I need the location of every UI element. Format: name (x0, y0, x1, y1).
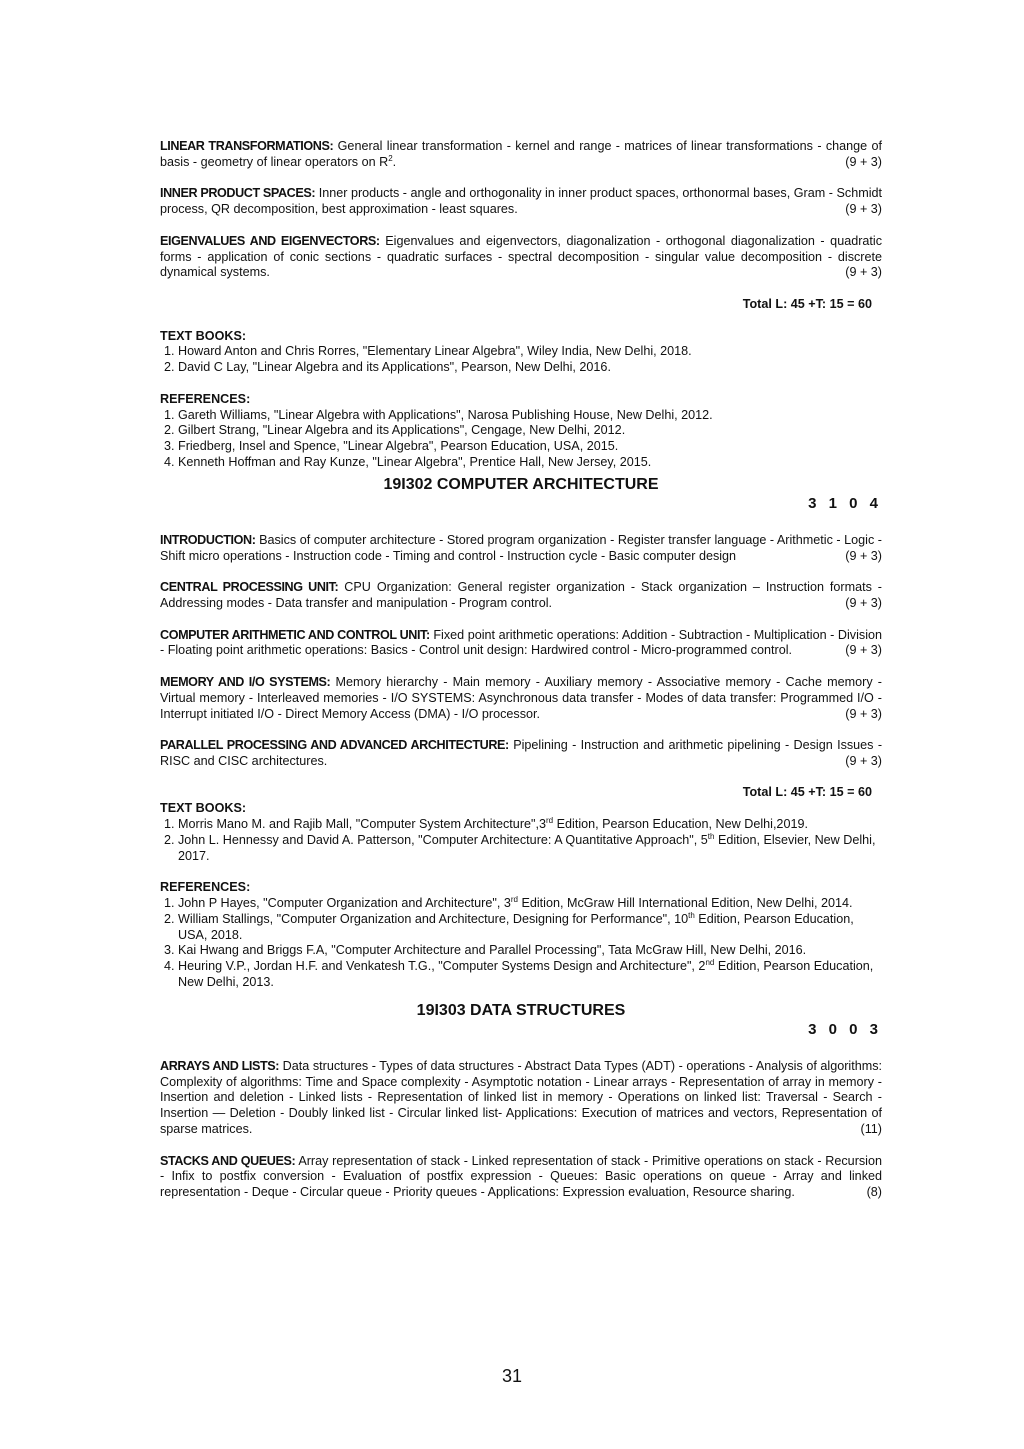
topic-arithmetic-control (160, 628, 882, 660)
topic-text: Data structures - Types of data structures - Abstract Data Types (ADT) - operations - Analysis of algorithms: Complexity of algorithms: Time and Space complexity - Asymptotic notation - Linear arrays - Representation of array in memory - Insertion and deletion - Linked lists - Representation of linked list in memory - Operations on linked list: Traversal - Search - Insertion — Deletion - Doubly linked list - Circular linked list- Applications: Execution of matrices and vectors, Representation of sparse matrices. (160, 1058, 883, 1137)
list-item: 2. David C Lay, "Linear Algebra and its Applications", Pearson, New Delhi, 2016. (178, 360, 882, 376)
list-item-text: John L. Hennessy and David A. Patterson, "Computer Architecture: A Quantitative Approach", 5 (178, 832, 708, 847)
topic-heading: INNER PRODUCT SPACES: (160, 186, 316, 201)
textbooks-list (160, 344, 882, 376)
topic-text: Fixed point arithmetic operations: Addition - Subtraction - Multiplication - Division - Floating point arithmetic operations: Basics - Control unit design: Hardwired control - Micro-programmed control. (160, 627, 882, 658)
topic-inner-product-spaces (160, 186, 882, 218)
list-item: 4. Kenneth Hoffman and Ray Kunze, "Linear Algebra", Prentice Hall, New Jersey, 2015. (178, 455, 882, 471)
topic-hours: (11) (860, 1122, 882, 1137)
references-list (160, 896, 882, 991)
superscript: rd (510, 894, 518, 904)
course-title: 19I302 COMPUTER ARCHITECTURE (383, 475, 659, 493)
topic-text: Pipelining - Instruction and arithmetic pipelining - Design Issues - RISC and CISC architectures. (160, 738, 883, 768)
course-credits: 3 0 0 3 (808, 1020, 882, 1038)
superscript: th (707, 831, 715, 841)
list-item (178, 943, 882, 959)
topic-text: Inner products - angle and orthogonality in inner product spaces, orthonormal bases, Gram - Schmidt process, QR decomposition, best approximation - least squares. (160, 186, 882, 217)
list-item-text: Heuring V.P., Jordan H.F. and Venkatesh T.G., "Computer Systems Design and Architecture", 2 (178, 959, 706, 974)
topic-eigenvalues (160, 234, 882, 281)
topic-hours: (9 + 3) (845, 265, 882, 280)
topic-text: Eigenvalues and eigenvectors, diagonalization - orthogonal diagonalization - quadratic forms - application of conic sections - quadratic surfaces - spectral decomposition - singular value decomposition - discrete dynamical systems. (160, 233, 882, 280)
list-item-text: Edition, Pearson Education, USA, 2018. (178, 911, 854, 942)
list-item-text: Edition, Pearson Education, New Delhi, 2013. (178, 959, 874, 990)
superscript: rd (546, 815, 554, 825)
list-item-text: John P Hayes, "Computer Organization and Architecture", 3 (178, 896, 511, 911)
topic-hours: (8) (866, 1185, 882, 1200)
page-number: 31 (501, 1366, 523, 1386)
topic-heading: PARALLEL PROCESSING AND ADVANCED ARCHITECTURE: (160, 738, 509, 753)
topic-hours: (9 + 3) (845, 154, 882, 169)
list-item (178, 912, 882, 944)
superscript: th (688, 910, 695, 920)
topic-text: CPU Organization: General register organization - Stack organization – Instruction formats - Addressing modes - Data transfer and manipulation - Program control. (160, 580, 883, 610)
list-item-text: William Stallings, "Computer Organization and Architecture, Designing for Performance", 10 (178, 911, 689, 926)
references-label: REFERENCES: (160, 880, 251, 895)
topic-hours: (9 + 3) (845, 706, 882, 721)
list-item-text: Edition, Elsevier, New Delhi, 2017. (178, 832, 876, 863)
topic-heading: STACKS AND QUEUES: (160, 1153, 296, 1168)
list-item (178, 817, 882, 833)
topic-arrays-lists (160, 1059, 882, 1138)
topic-text: Array representation of stack - Linked representation of stack - Primitive operations on stack - Recursion - Infix to postfix conversion - Evaluation of postfix expression - Queues: Basic operations on queue - Array and linked representation - Deque - Circular queue - Priority queues - Applications: Expression evaluation, Resource sharing. (160, 1153, 882, 1200)
textbooks-list (160, 817, 882, 864)
list-item: 1. Gareth Williams, "Linear Algebra with Applications", Narosa Publishing House, New Delhi, 2012. (178, 408, 882, 424)
topic-text: Memory hierarchy - Main memory - Auxiliary memory - Associative memory - Cache memory - Virtual memory - Interleaved memories - I/O SYSTEMS: Asynchronous data transfer - Modes of data transfer: Programmed I/O - Interrupt initiated I/O - Direct Memory Access (DMA) - I/O processor. (160, 674, 883, 721)
topic-linear-transformations (160, 139, 882, 171)
list-item: 2. Gilbert Strang, "Linear Algebra and its Applications", Cengage, New Delhi, 2012. (178, 423, 882, 439)
topic-introduction (160, 533, 882, 565)
total-hours: Total L: 45 +T: 15 = 60 (742, 785, 872, 800)
topic-heading: LINEAR TRANSFORMATIONS: (160, 139, 334, 153)
topic-text: Basics of computer architecture - Stored program organization - Register transfer language - Arithmetic - Logic - Shift micro operations - Instruction code - Timing and control - Instruction cycle - Basic computer design (160, 532, 883, 563)
list-item-text: Edition, McGraw Hill International Edition, New Delhi, 2014. (517, 896, 853, 911)
references-label: REFERENCES: (160, 391, 251, 406)
topic-heading: EIGENVALUES AND EIGENVECTORS: (160, 233, 380, 248)
total-hours: Total L: 45 +T: 15 = 60 (742, 296, 872, 311)
superscript: nd (705, 958, 715, 968)
references-list (160, 408, 882, 471)
textbooks-label: TEXT BOOKS: (160, 801, 247, 816)
topic-hours: (9 + 3) (845, 643, 882, 658)
topic-text-tail: . (392, 154, 397, 169)
topic-heading: INTRODUCTION: (160, 532, 256, 547)
list-item (178, 896, 882, 912)
topic-heading: MEMORY AND I/O SYSTEMS: (160, 674, 331, 689)
topic-hours: (9 + 3) (845, 753, 882, 768)
textbooks-label: TEXT BOOKS: (160, 328, 247, 343)
topic-hours: (9 + 3) (845, 548, 882, 563)
list-item-text: Edition, Pearson Education, New Delhi,2019. (553, 817, 808, 832)
list-item-text: Kai Hwang and Briggs F.A, "Computer Architecture and Parallel Processing", Tata McGraw Hill, New Delhi, 2016. (178, 943, 807, 958)
topic-hours: (9 + 3) (845, 202, 882, 217)
list-item (178, 959, 882, 991)
topic-heading: CENTRAL PROCESSING UNIT: (160, 580, 339, 595)
list-item: 3. Friedberg, Insel and Spence, "Linear Algebra", Pearson Education, USA, 2015. (178, 439, 882, 455)
topic-cpu (160, 580, 882, 612)
course-credits: 3 1 0 4 (808, 494, 882, 512)
topic-hours: (9 + 3) (845, 595, 882, 610)
topic-parallel-processing (160, 738, 882, 770)
list-item (178, 833, 882, 865)
list-item: 1. Howard Anton and Chris Rorres, "Elementary Linear Algebra", Wiley India, New Delhi, 2018. (178, 344, 882, 360)
topic-stacks-queues (160, 1154, 882, 1201)
syllabus-page (160, 139, 882, 1217)
course-title: 19I303 DATA STRUCTURES (416, 1001, 626, 1019)
list-item-text: Morris Mano M. and Rajib Mall, "Computer System Architecture",3 (178, 817, 546, 832)
topic-memory-io (160, 675, 882, 722)
topic-heading: COMPUTER ARITHMETIC AND CONTROL UNIT: (160, 627, 430, 642)
topic-text: General linear transformation - kernel and range - matrices of linear transformations - change of basis - geometry of linear operators on R (160, 139, 882, 169)
topic-heading: ARRAYS AND LISTS: (160, 1058, 280, 1073)
superscript: 2 (388, 153, 393, 163)
